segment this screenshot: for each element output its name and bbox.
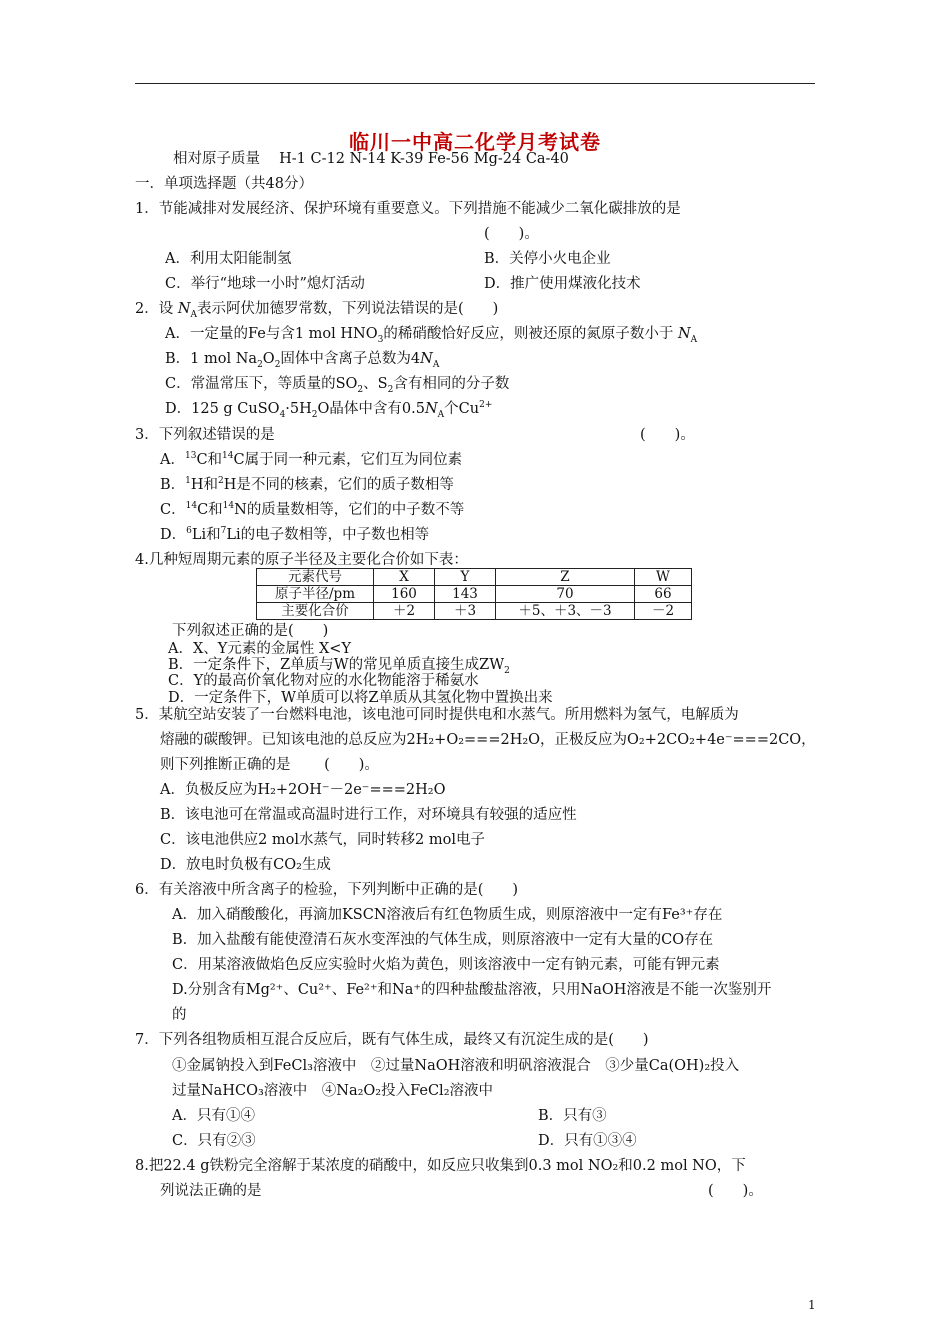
q6-option-a: A．加入硝酸酸化，再滴加KSCN溶液后有红色物质生成，则原溶液中一定有Fe³⁺存在 bbox=[172, 907, 723, 923]
table-cell: W bbox=[635, 569, 692, 586]
q8-stem-line2: 列说法正确的是 bbox=[160, 1183, 262, 1199]
q6-option-b: B．加入盐酸有能使澄清石灰水变浑浊的气体生成，则原溶液中一定有大量的CO存在 bbox=[172, 932, 714, 948]
q7-option-c: C．只有②③ bbox=[172, 1133, 256, 1149]
q6-option-d-line1: D.分别含有Mg²⁺、Cu²⁺、Fe²⁺和Na⁺的四种盐酸盐溶液，只用NaOH溶液是不能一次鉴别开 bbox=[172, 982, 772, 998]
q6-option-d-line2: 的 bbox=[172, 1007, 187, 1023]
q3-option-b: B．$^1$H和$^2$H是不同的核素，它们的质子数相等 bbox=[160, 476, 454, 493]
q7-items-line1: ①金属钠投入到FeCl₃溶液中 ②过量NaOH溶液和明矾溶液混合 ③少量Ca(OH)₂投入 bbox=[172, 1058, 740, 1074]
table-cell: Z bbox=[496, 569, 635, 586]
q6-option-c: C．用某溶液做焰色反应实验时火焰为黄色，则该溶液中一定有钠元素，可能有钾元素 bbox=[172, 957, 720, 973]
q5-option-a: A．负极反应为H₂+2OH⁻－2e⁻===2H₂O bbox=[160, 782, 446, 798]
table-cell: 元素代号 bbox=[257, 569, 374, 586]
q2-stem: 2．设 $N_A$表示阿伏加德罗常数，下列说法错误的是( ) bbox=[135, 301, 499, 320]
table-cell: ＋2 bbox=[374, 603, 435, 620]
table-row bbox=[257, 603, 692, 620]
table-cell: Y bbox=[435, 569, 496, 586]
q1-stem: 1．节能减排对发展经济、保护环境有重要意义。下列措施不能减少二氧化碳排放的是 bbox=[135, 201, 681, 217]
q1-option-b: B．关停小火电企业 bbox=[484, 251, 611, 267]
q1-option-d: D．推广使用煤液化技术 bbox=[484, 276, 641, 292]
q7-items-line2: 过量NaHCO₃溶液中 ④Na₂O₂投入FeCl₂溶液中 bbox=[172, 1083, 494, 1099]
q7-option-b: B．只有③ bbox=[538, 1108, 607, 1124]
q5-stem-line3: 则下列推断正确的是 ( )。 bbox=[160, 757, 379, 773]
q8-stem-line1: 8.把22.4 g铁粉完全溶解于某浓度的硝酸中，如反应只收集到0.3 mol NO₂和0.2 mol NO，下 bbox=[135, 1158, 746, 1174]
table-cell: 143 bbox=[435, 586, 496, 603]
q4-option-b: B．一定条件下，Z单质与W的常见单质直接生成$ZW_2$ bbox=[168, 657, 510, 676]
q7-option-a: A．只有①④ bbox=[172, 1108, 255, 1124]
table-cell: 主要化合价 bbox=[257, 603, 374, 620]
element-table bbox=[256, 568, 692, 620]
q3-option-c: C．$^{14}$C和$^{14}$N的质量数相等，它们的中子数不等 bbox=[160, 501, 465, 518]
q1-option-a: A．利用太阳能制氢 bbox=[165, 251, 292, 267]
q4-sub-stem: 下列叙述正确的是( ) bbox=[172, 623, 329, 639]
q5-option-c: C．该电池供应2 mol水蒸气，同时转移2 mol电子 bbox=[160, 832, 485, 848]
q5-stem-line1: 5．某航空站安装了一台燃料电池，该电池可同时提供电和水蒸气。所用燃料为氢气，电解质为 bbox=[135, 707, 739, 723]
q8-paren: ( )。 bbox=[708, 1183, 763, 1199]
q2-option-b: B．1 mol $Na_2O_2$固体中含离子总数为$4N_A$ bbox=[165, 351, 440, 370]
table-cell: －2 bbox=[635, 603, 692, 620]
table-cell: 原子半径/pm bbox=[257, 586, 374, 603]
q4-option-a: A．X、Y元素的金属性 X<Y bbox=[168, 641, 352, 657]
table-cell: ＋3 bbox=[435, 603, 496, 620]
q3-option-a: A．$^{13}$C和$^{14}$C属于同一种元素，它们互为同位素 bbox=[160, 451, 463, 468]
q1-option-c: C．举行“地球一小时”熄灯活动 bbox=[165, 276, 365, 292]
q1-paren: ( )。 bbox=[484, 226, 539, 242]
q5-option-d: D．放电时负极有CO₂生成 bbox=[160, 857, 331, 873]
q2-option-c: C．常温常压下，等质量的$SO_2$、$S_2$含有相同的分子数 bbox=[165, 376, 510, 395]
q5-stem-line2: 熔融的碳酸钾。已知该电池的总反应为2H₂+O₂===2H₂O，正极反应为O₂+2CO₂+4e⁻===2CO， bbox=[160, 732, 816, 748]
table-cell: 160 bbox=[374, 586, 435, 603]
table-row bbox=[257, 586, 692, 603]
table-cell: ＋5、＋3、－3 bbox=[496, 603, 635, 620]
q7-option-d: D．只有①③④ bbox=[538, 1133, 637, 1149]
table-cell: 70 bbox=[496, 586, 635, 603]
q5-option-b: B．该电池可在常温或高温时进行工作，对环境具有较强的适应性 bbox=[160, 807, 577, 823]
table-header-row bbox=[257, 569, 692, 586]
page-number: 1 bbox=[808, 1298, 816, 1312]
q2-option-a: A．一定量的Fe与含1 mol $HNO_3$的稀硝酸恰好反应，则被还原的氮原子数小于 $N_A$ bbox=[165, 326, 698, 345]
q3-paren: ( )。 bbox=[640, 427, 695, 443]
table-cell: 66 bbox=[635, 586, 692, 603]
table-cell: X bbox=[374, 569, 435, 586]
q6-stem: 6．有关溶液中所含离子的检验，下列判断中正确的是( ) bbox=[135, 882, 519, 898]
q4-stem: 4.几种短周期元素的原子半径及主要化合价如下表： bbox=[135, 552, 468, 568]
q7-stem: 7．下列各组物质相互混合反应后，既有气体生成，最终又有沉淀生成的是( ) bbox=[135, 1032, 649, 1048]
atomic-mass-line: 相对原子质量 H-1 C-12 N-14 K-39 Fe-56 Mg-24 Ca-40 bbox=[173, 151, 569, 167]
section-heading: 一．单项选择题（共48分） bbox=[135, 176, 313, 192]
q3-option-d: D．$^6$Li和$^7$Li的电子数相等，中子数也相等 bbox=[160, 526, 430, 543]
exam-title: 临川一中高二化学月考试卷 bbox=[349, 130, 601, 154]
q4-option-d: D．一定条件下，W单质可以将Z单质从其氢化物中置换出来 bbox=[168, 690, 553, 706]
q4-option-c: C．Y的最高价氧化物对应的水化物能溶于稀氨水 bbox=[168, 673, 479, 689]
header-rule bbox=[135, 83, 815, 84]
q3-stem: 3．下列叙述错误的是 bbox=[135, 427, 275, 443]
q2-option-d: D．125 g $CuSO_4\cdot 5H_2O$晶体中含有$0.5N_A$个$Cu^{2+}$ bbox=[165, 400, 493, 420]
